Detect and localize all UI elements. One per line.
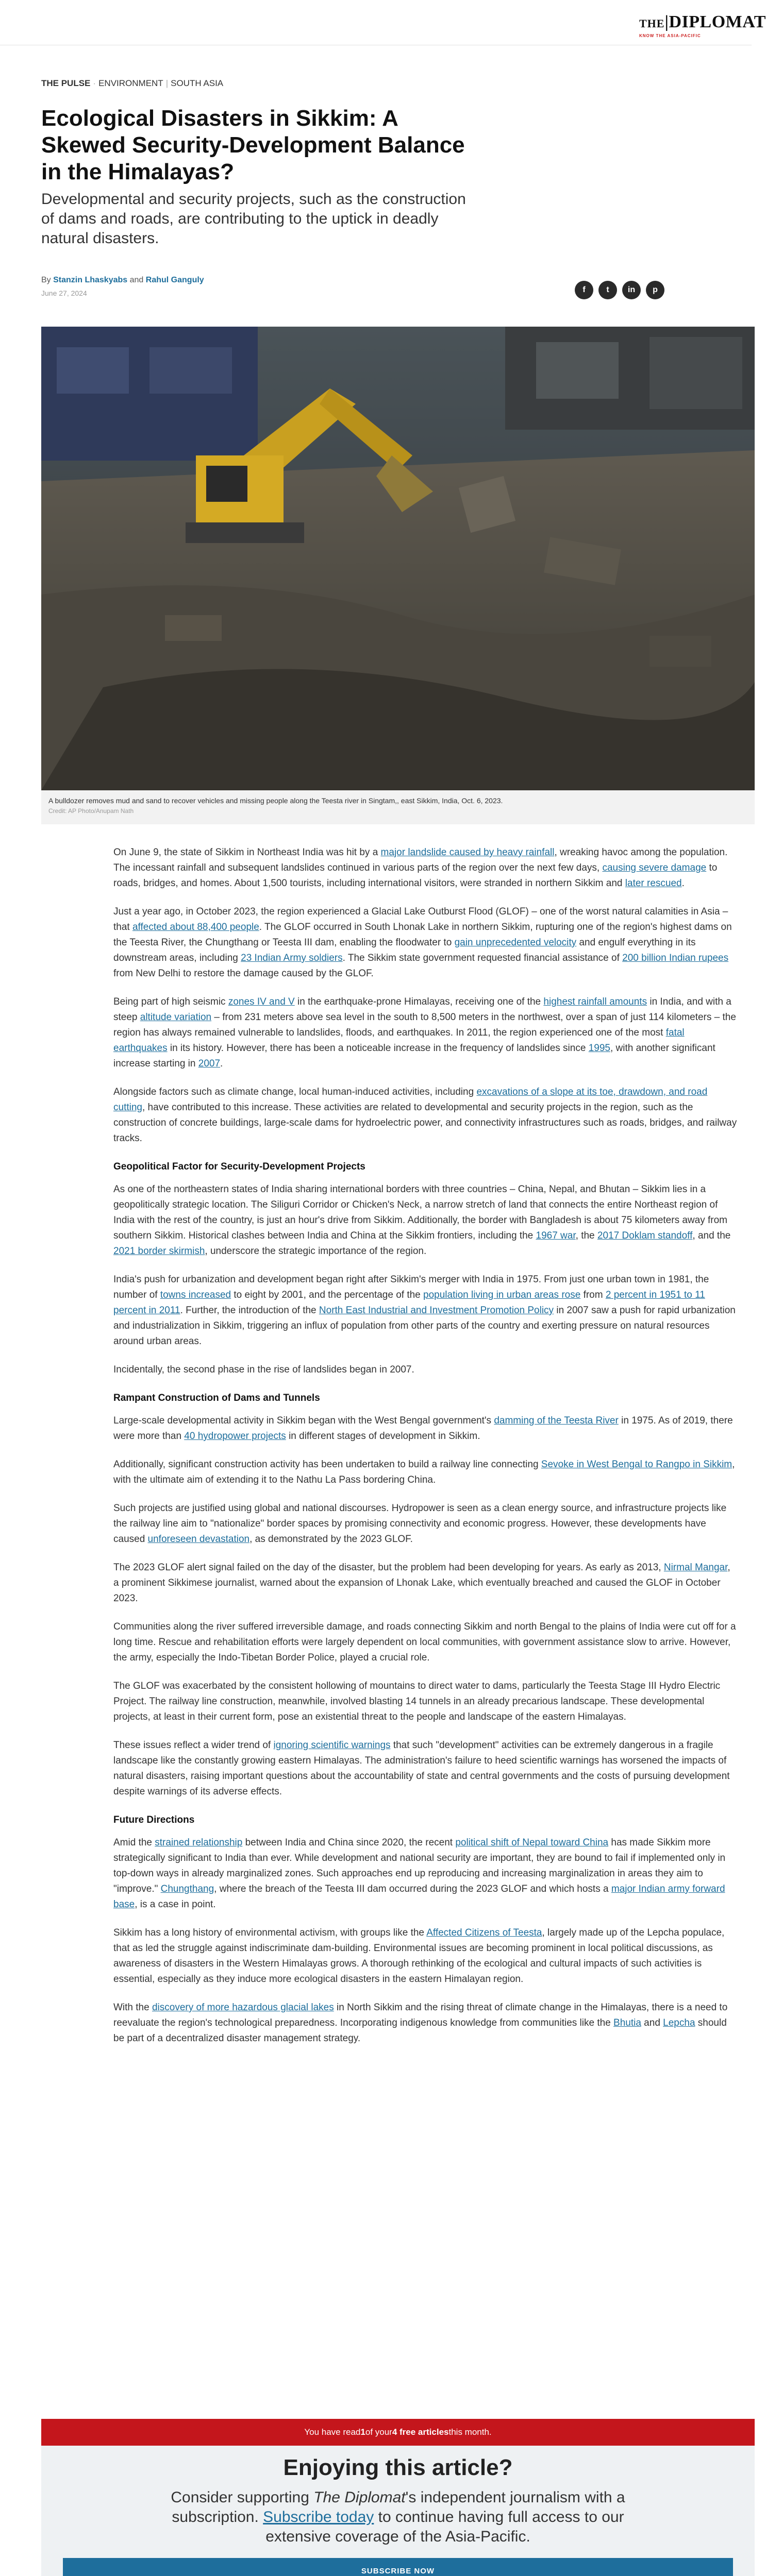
- inline-link[interactable]: Sevoke in West Bengal to Rangpo in Sikkim: [541, 1459, 732, 1470]
- article-title: Ecological Disasters in Sikkim: A Skewed Security-Development Balance in the Himalayas?: [41, 106, 465, 184]
- paragraph-text: , as demonstrated by the 2023 GLOF.: [249, 1534, 413, 1545]
- subscription-prompt: [41, 2446, 755, 2576]
- inline-link[interactable]: major Indian army forward base: [113, 1884, 725, 1910]
- inline-link[interactable]: 2007: [198, 1058, 221, 1069]
- meter-post: this month.: [448, 2427, 492, 2437]
- paragraph-text: in different stages of development in Sikkim.: [286, 1431, 480, 1442]
- paragraph-text: .: [681, 878, 685, 889]
- article-paragraph: [113, 1501, 737, 1547]
- paragraph-text: These issues reflect a wider trend of: [113, 1740, 274, 1751]
- logo-divider: |: [664, 12, 669, 31]
- paragraph-text: , where the breach of the Teesta III dam occurred during the 2023 GLOF and which hosts a: [214, 1884, 611, 1894]
- caption-text: A bulldozer removes mud and sand to recover vehicles and missing people along the Teesta river in Singtam,, east Sikkim, India, Oct. 6, 2023.: [48, 796, 503, 805]
- breadcrumb-separator: |: [165, 78, 169, 88]
- caption-credit: Credit: AP Photo/Anupam Nath: [48, 807, 134, 815]
- article-paragraph: [113, 1560, 737, 1606]
- hero-image: [41, 327, 755, 790]
- inline-link[interactable]: excavations of a slope at its toe, drawdown, and road cutting: [113, 1087, 708, 1113]
- paragraph-text: The GLOF was exacerbated by the consistent hollowing of mountains to direct water to dams, particularly the Teesta Stage III Hydro Electric Project. The railway line construction, meanwhile, involved blasting 14 tunnels in an already precarious landscape. These developmental projects, at least in their current form, pose an existential threat to the people and landscape of the eastern Himalayas.: [113, 1681, 721, 1722]
- meter-pre: You have read: [304, 2427, 361, 2437]
- paywall-text-pre: Consider supporting: [171, 2489, 314, 2506]
- paragraph-text: Incidentally, the second phase in the rise of landslides began in 2007.: [113, 1364, 414, 1375]
- inline-link[interactable]: 23 Indian Army soldiers: [241, 953, 343, 963]
- inline-link[interactable]: North East Industrial and Investment Promotion Policy: [319, 1305, 554, 1316]
- paragraph-text: Future Directions: [113, 1815, 195, 1825]
- paragraph-text: , wreaking havoc among the population. The incessant rainfall and subsequent landslides continued in various parts of the region over the next few days,: [113, 847, 728, 873]
- inline-link[interactable]: Lepcha: [663, 2018, 695, 2028]
- inline-link[interactable]: 2021 border skirmish: [113, 1246, 205, 1257]
- facebook-share-icon[interactable]: f: [575, 281, 593, 299]
- paragraph-text: Rampant Construction of Dams and Tunnels: [113, 1393, 320, 1403]
- inline-link[interactable]: 200 billion Indian rupees: [622, 953, 729, 963]
- paragraph-text: , the: [575, 1230, 597, 1241]
- inline-link[interactable]: Nirmal Mangar: [663, 1562, 728, 1573]
- hero-caption: [41, 790, 755, 824]
- inline-link[interactable]: 2 percent in 1951 to 11 percent in 2011: [113, 1290, 705, 1316]
- linkedin-share-icon[interactable]: in: [622, 281, 641, 299]
- paywall-text-brand: The Diplomat: [313, 2489, 406, 2506]
- paragraph-text: , with the ultimate aim of extending it to the Nathu La Pass bordering China.: [113, 1459, 735, 1485]
- paragraph-text: Amid the: [113, 1837, 155, 1848]
- inline-link[interactable]: fatal earthquakes: [113, 1027, 685, 1054]
- article-paragraph: [113, 1738, 737, 1800]
- hero-photo-flood-scene: [41, 327, 755, 790]
- article-paragraph: [113, 1457, 737, 1488]
- inline-link[interactable]: towns increased: [160, 1290, 231, 1300]
- paragraph-text: Additionally, significant construction activity has been undertaken to build a railway line connecting: [113, 1459, 541, 1470]
- paywall-title: Enjoying this article?: [283, 2455, 513, 2480]
- inline-link[interactable]: 2017 Doklam standoff: [597, 1230, 693, 1241]
- site-logo[interactable]: [639, 12, 766, 38]
- paragraph-text: Being part of high seismic: [113, 996, 228, 1007]
- article-paragraph: [113, 994, 737, 1072]
- article-paragraph: [113, 2000, 737, 2046]
- section-heading: [113, 1812, 737, 1828]
- subscribe-today-link[interactable]: Subscribe today: [263, 2509, 374, 2526]
- article-paragraph: [113, 1182, 737, 1259]
- paragraph-text: to roads, bridges, and homes. About 1,500 tourists, including international visitors, were stranded in northern Sikkim and: [113, 862, 718, 889]
- byline-prefix: By: [41, 276, 51, 284]
- publish-date: June 27, 2024: [41, 289, 87, 297]
- subscribe-now-button[interactable]: SUBSCRIBE NOW: [63, 2558, 733, 2576]
- paragraph-text: in North Sikkim and the rising threat of climate change in the Himalayas, there is a need to reevaluate the region's technological preparedness. Incorporating indigenous knowledge from communities like the: [113, 2002, 728, 2028]
- author-link-ganguly[interactable]: Rahul Ganguly: [145, 276, 204, 284]
- paragraph-text: . The GLOF occurred in South Lhonak Lake in northern Sikkim, rupturing one of the region's highest dams on the Teesta River, the Chungthang or Teesta III dam, enabling the floodwater to: [113, 922, 732, 948]
- paragraph-text: Large-scale developmental activity in Sikkim began with the West Bengal government's: [113, 1415, 494, 1426]
- byline-and: and: [129, 276, 144, 284]
- paragraph-text: Geopolitical Factor for Security-Development Projects: [113, 1161, 365, 1172]
- breadcrumb: [41, 78, 223, 89]
- breadcrumb-topic[interactable]: ENVIRONMENT: [98, 78, 163, 88]
- inline-link[interactable]: unforeseen devastation: [147, 1534, 250, 1545]
- article-paragraph: [113, 904, 737, 981]
- inline-link[interactable]: causing severe damage: [602, 862, 707, 873]
- inline-link[interactable]: later rescued: [625, 878, 682, 889]
- paragraph-text: from: [580, 1290, 606, 1300]
- meter-mid: of your: [365, 2427, 392, 2437]
- inline-link[interactable]: Chungthang: [160, 1884, 214, 1894]
- paragraph-text: With the: [113, 2002, 152, 2013]
- meter-total: 4 free articles: [392, 2427, 449, 2437]
- site-header: [0, 0, 766, 45]
- inline-link[interactable]: political shift of Nepal toward China: [455, 1837, 609, 1848]
- article-paragraph: [113, 1272, 737, 1349]
- paragraph-text: As one of the northeastern states of India sharing international borders with three countries – China, Nepal, and Bhutan – Sikkim lies in a geopolitically strategic location. The Siliguri Corridor or Chicken's Neck, a narrow stretch of land that connects the entire Northeast region of India with the rest of the country, is just an hour's drive from Sikkim. Additionally, the border with Bangladesh is about 75 kilometers away from southern Sikkim. Historical clashes between India and China at the Sikkim frontiers, including the: [113, 1184, 727, 1241]
- inline-link[interactable]: major landslide caused by heavy rainfall: [380, 847, 555, 858]
- paragraph-text: , a prominent Sikkimese journalist, warned about the expansion of Lhonak Lake, which eventually breached and caused the GLOF in October 2023.: [113, 1562, 730, 1604]
- paragraph-text: – from 231 meters above sea level in the south to 8,500 meters in the northwest, over a span of just 114 kilometers – the region has always remained vulnerable to landslides, floods, and earthquakes. In 2011, the region experienced one of the most: [113, 1012, 736, 1038]
- paragraph-text: , have contributed to this increase. These activities are related to developmental and security projects in the region, such as the construction of concrete buildings, large-scale dams for hydroelectric power, and connectivity infrastructures such as roads, bridges, and railway tracks.: [113, 1102, 737, 1144]
- logo-tagline: [639, 33, 717, 38]
- inline-link[interactable]: altitude variation: [140, 1012, 212, 1023]
- paragraph-text: in its history. However, there has been a noticeable increase in the frequency of landslides since: [167, 1043, 589, 1054]
- paragraph-text: from New Delhi to restore the damage caused by the GLOF.: [113, 968, 374, 979]
- paragraph-text: Such projects are justified using global and national discourses. Hydropower is seen as a clean energy source, and infrastructure projects like the railway line aim to "nationalize" border spaces by promising connectivity and economic progress. However, these developments have caused: [113, 1503, 727, 1545]
- share-buttons: [575, 281, 664, 299]
- article-paragraph: [113, 1619, 737, 1666]
- paragraph-text: , is a case in point.: [135, 1899, 216, 1910]
- inline-link[interactable]: population living in urban areas rose: [423, 1290, 581, 1300]
- inline-link[interactable]: affected about 88,400 people: [132, 922, 259, 933]
- paywall-text: [140, 2488, 656, 2547]
- inline-link[interactable]: 1967 war: [536, 1230, 576, 1241]
- article-paragraph: [113, 845, 737, 891]
- paragraph-text: Communities along the river suffered irreversible damage, and roads connecting Sikkim and north Bengal to the plains of India were cut off for a long time. Rescue and rehabilitation efforts were largely dependent on local communities, with government assistance slow to arrive. However, the army, especially the Indo-Tibetan Border Police, played a crucial role.: [113, 1621, 736, 1663]
- paragraph-text: in 1975. As of 2019, there were more than: [113, 1415, 733, 1442]
- paragraph-text: , underscore the strategic importance of the region.: [205, 1246, 427, 1257]
- paragraph-text: , largely made up of the Lepcha populace, that as led the struggle against indiscriminate dam-building. Environmental issues are becoming prominent in local political discussions, as awareness of disasters in the Western Himalayas grows. A thorough rethinking of the ecological and cultural impacts of such activities is essential, especially as they induce more ecological disasters in the eastern Himalayan region.: [113, 1927, 725, 1985]
- paragraph-text: in India, and with a steep: [113, 996, 731, 1023]
- inline-link[interactable]: ignoring scientific warnings: [273, 1740, 391, 1751]
- inline-link[interactable]: Bhutia: [613, 2018, 641, 2028]
- article-paragraph: [113, 1362, 737, 1378]
- paywall-text-mid: 's independent journalism with a subscription.: [172, 2489, 625, 2526]
- print-icon[interactable]: p: [646, 281, 664, 299]
- paragraph-text: between India and China since 2020, the recent: [242, 1837, 456, 1848]
- inline-link[interactable]: discovery of more hazardous glacial lakes: [152, 2002, 334, 2013]
- inline-link[interactable]: 40 hydropower projects: [184, 1431, 286, 1442]
- logo-name: DIPLOMAT: [669, 12, 766, 31]
- inline-link[interactable]: highest rainfall amounts: [543, 996, 647, 1007]
- paragraph-text: . The Sikkim state government requested financial assistance of: [342, 953, 623, 963]
- paragraph-text: has made Sikkim more strategically significant to India than ever. While development and national security are important, they are bound to fail if implemented only in top-down ways in already marginalized zones. Such approaches end up reproducing and increasing marginalization in areas they aim to "improve.": [113, 1837, 726, 1894]
- paragraph-text: Sikkim has a long history of environmental activism, with groups like the: [113, 1927, 427, 1938]
- paragraph-text: that such "development" activities can be extremely dangerous in a fragile landscape like the constantly growing eastern Himalayas. The administration's failure to heed scientific warnings has worsened the impacts of natural disasters, raising important questions about the accountability of state and central governments and the costs of pursuing development despite warnings of its adverse effects.: [113, 1740, 730, 1797]
- inline-link[interactable]: zones IV and V: [228, 996, 295, 1007]
- paragraph-text: .: [220, 1058, 223, 1069]
- paragraph-text: The 2023 GLOF alert signal failed on the day of the disaster, but the problem had been developing for years. As early as 2013,: [113, 1562, 664, 1573]
- byline: [41, 276, 204, 285]
- section-heading: [113, 1391, 737, 1406]
- article-standfirst: Developmental and security projects, such as the construction of dams and roads, are contributing to the uptick in deadly natural disasters.: [41, 191, 466, 247]
- section-heading: [113, 1159, 737, 1175]
- inline-link[interactable]: damming of the Teesta River: [494, 1415, 619, 1426]
- article-paragraph: [113, 1835, 737, 1912]
- article-paragraph: [113, 1679, 737, 1725]
- logo-tagline-highlight: KNOW THE ASIA-PACIFIC: [639, 33, 701, 38]
- paywall-text-post: to continue having full access to our extensive coverage of the Asia-Pacific.: [265, 2509, 624, 2545]
- paragraph-text: and: [641, 2018, 663, 2028]
- paragraph-text: Just a year ago, in October 2023, the region experienced a Glacial Lake Outburst Flood (GLOF) – one of the worst natural calamities in Asia – that: [113, 906, 728, 933]
- paragraph-text: India's push for urbanization and development began right after Sikkim's merger with India in 1975. From just one urban town in 1981, the number of: [113, 1274, 709, 1300]
- paragraph-text: Alongside factors such as climate change, local human-induced activities, including: [113, 1087, 477, 1097]
- paragraph-text: in 2007 saw a push for rapid urbanization and industrialization in Sikkim, triggering an influx of population from other parts of the country and exerting pressure on natural resources around urban areas.: [113, 1305, 736, 1347]
- author-link-lhaskyabs[interactable]: Stanzin Lhaskyabs: [53, 276, 128, 284]
- logo-wordmark: [639, 12, 766, 32]
- article-paragraph: [113, 1925, 737, 1987]
- inline-link[interactable]: Affected Citizens of Teesta: [426, 1927, 542, 1938]
- paragraph-text: . Further, the introduction of the: [180, 1305, 319, 1316]
- inline-link[interactable]: gain unprecedented velocity: [454, 937, 577, 948]
- inline-link[interactable]: 1995: [588, 1043, 610, 1054]
- paragraph-text: , with another significant increase starting in: [113, 1043, 715, 1069]
- paragraph-text: should be part of a decentralized disaster management strategy.: [113, 2018, 727, 2044]
- breadcrumb-separator: ·: [93, 78, 96, 88]
- paragraph-text: , and the: [692, 1230, 731, 1241]
- article-paragraph: [113, 1413, 737, 1444]
- article-meter-banner: [41, 2419, 755, 2446]
- paragraph-text: in the earthquake-prone Himalayas, receiving one of the: [294, 996, 544, 1007]
- twitter-share-icon[interactable]: t: [598, 281, 617, 299]
- paragraph-text: and engulf everything in its downstream areas, including: [113, 937, 696, 963]
- inline-link[interactable]: strained relationship: [155, 1837, 243, 1848]
- paragraph-text: to eight by 2001, and the percentage of the: [231, 1290, 424, 1300]
- breadcrumb-section[interactable]: THE PULSE: [41, 78, 91, 88]
- paragraph-text: On June 9, the state of Sikkim in Northeast India was hit by a: [113, 847, 381, 858]
- meter-count: 1: [360, 2427, 365, 2437]
- article-paragraph: [113, 1084, 737, 1146]
- breadcrumb-region[interactable]: SOUTH ASIA: [171, 78, 224, 88]
- article-body: [113, 845, 737, 2059]
- logo-the: THE: [639, 17, 665, 30]
